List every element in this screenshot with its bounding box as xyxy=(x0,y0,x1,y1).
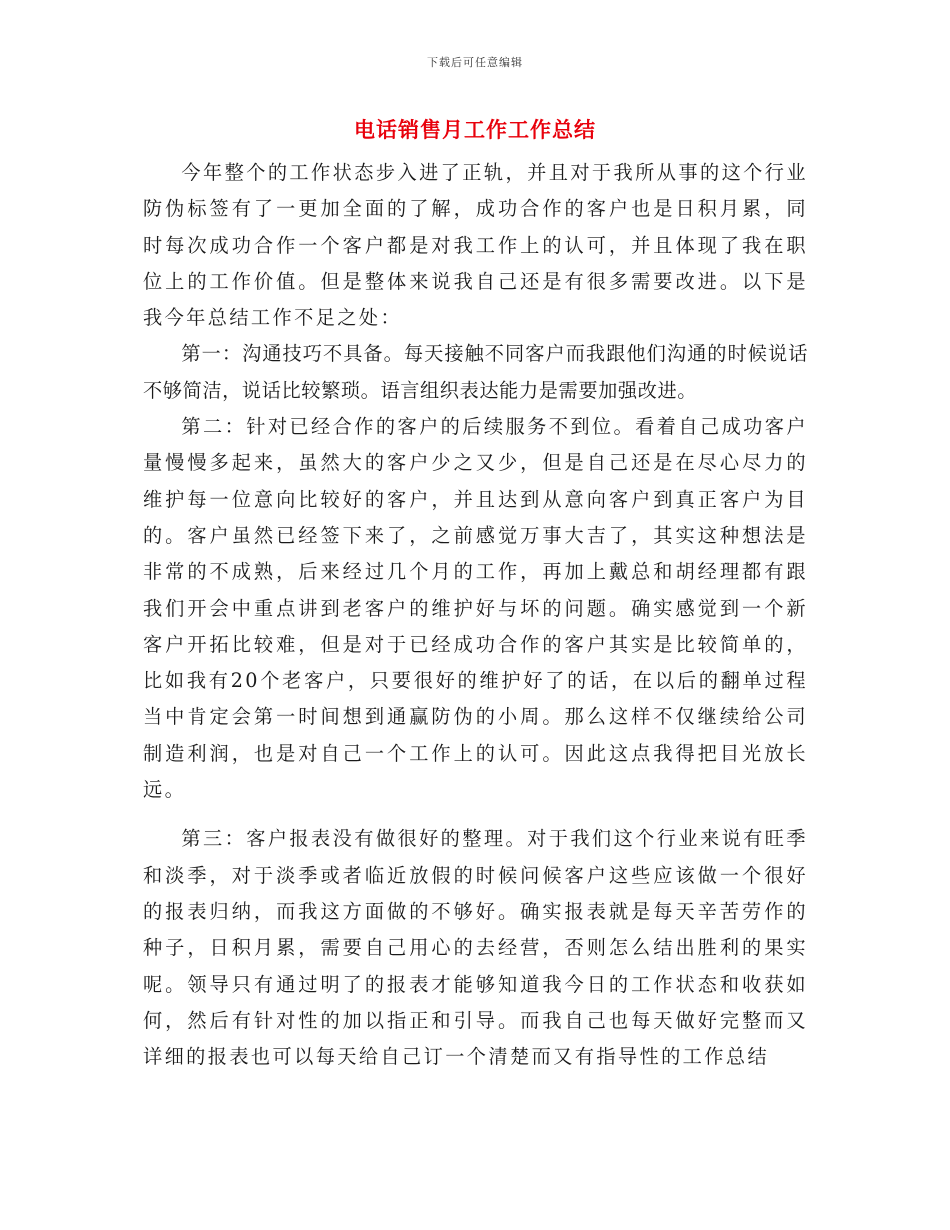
paragraph-intro: 今年整个的工作状态步入进了正轨，并且对于我所从事的这个行业防伪标签有了一更加全面的了解，成功合作的客户也是日积月累，同时每次成功合作一个客户都是对我工作上的认可，并且体现了我在职位上的工作价值。但是整体来说我自己还是有很多需要改进。以下是我今年总结工作不足之处： xyxy=(143,161,808,330)
document-body xyxy=(143,155,808,1075)
paragraph-point-1: 第一：沟通技巧不具备。每天接触不同客户而我跟他们沟通的时候说话不够简洁，说话比较繁琐。语言组织表达能力是需要加强改进。 xyxy=(143,342,808,402)
document-title: 电话销售月工作工作总结 xyxy=(354,117,596,142)
paragraph-point-2: 第二：针对已经合作的客户的后续服务不到位。看着自己成功客户量慢慢多起来，虽然大的客户少之又少，但是自己还是在尽心尽力的维护每一位意向比较好的客户，并且达到从意向客户到真正客户为目的。客户虽然已经签下来了，之前感觉万事大吉了，其实这种想法是非常的不成熟，后来经过几个月的工作，再加上戴总和胡经理都有跟我们开会中重点讲到老客户的维护好与坏的问题。确实感觉到一个新客户开拓比较难，但是对于已经成功合作的客户其实是比较简单的，比如我有20个老客户，只要很好的维护好了的话，在以后的翻单过程当中肯定会第一时间想到通赢防伪的小周。那么这样不仅继续给公司制造利润，也是对自己一个工作上的认可。因此这点我得把目光放长远。 xyxy=(143,415,808,802)
paragraph-point-3: 第三：客户报表没有做很好的整理。对于我们这个行业来说有旺季和淡季，对于淡季或者临近放假的时候问候客户这些应该做一个很好的报表归纳，而我这方面做的不够好。确实报表就是每天辛苦劳作的种子，日积月累，需要自己用心的去经营，否则怎么结出胜利的果实呢。领导只有通过明了的报表才能够知道我今日的工作状态和收获如何，然后有针对性的加以指正和引导。而我自己也每天做好完整而又详细的报表也可以每天给自己订一个清楚而又有指导性的工作总结 xyxy=(143,827,808,1069)
header-note: 下载后可任意编辑 xyxy=(427,56,523,69)
